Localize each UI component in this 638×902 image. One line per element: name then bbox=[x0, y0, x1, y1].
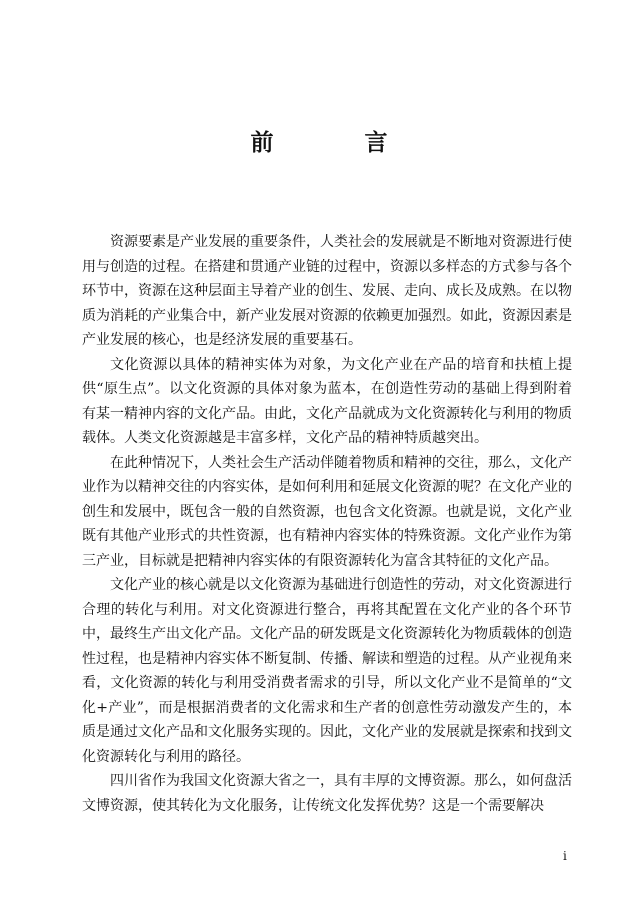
paragraph: 四川省作为我国文化资源大省之一，具有丰厚的文博资源。那么，如何盘活文博资源，使其转化为文化服务，让传统文化发挥优势？这是一个需要解决 bbox=[82, 773, 572, 814]
page-title: 前 言 bbox=[250, 130, 422, 156]
page-number: i bbox=[563, 849, 567, 863]
paragraph: 资源要素是产业发展的重要条件，人类社会的发展就是不断地对资源进行使用与创造的过程。在搭建和贯通产业链的过程中，资源以多样态的方式参与各个环节中，资源在这种层面主导着产业的创生、发展、走向、成长及成熟。在以物质为消耗的产业集合中，新产业发展对资源的依赖更加强烈。如此，资源因素是产业发展的核心，也是经济发展的重要基石。 bbox=[82, 234, 572, 348]
paragraph: 在此种情况下，人类社会生产活动伴随着物质和精神的交往，那么，文化产业作为以精神交往的内容实体，是如何利用和延展文化资源的呢？在文化产业的创生和发展中，既包含一般的自然资源，也包含文化资源。也就是说，文化产业既有其他产业形式的共性资源，也有精神内容实体的特殊资源。文化产业作为第三产业，目标就是把精神内容实体的有限资源转化为富含其特征的文化产品。 bbox=[82, 454, 572, 569]
paragraph: 文化资源以具体的精神实体为对象，为文化产业在产品的培育和扶植上提供“原生点”。以文化资源的具体对象为蓝本，在创造性劳动的基础上得到附着有某一精神内容的文化产品。由此，文化产品就成为文化资源转化与利用的物质载体。人类文化资源越是丰富多样，文化产品的精神特质越突出。 bbox=[82, 356, 572, 446]
body-text bbox=[82, 230, 572, 818]
paragraph: 文化产业的核心就是以文化资源为基础进行创造性的劳动，对文化资源进行合理的转化与利用。对文化资源进行整合，再将其配置在文化产业的各个环节中，最终生产出文化产品。文化产品的研发既是文化资源转化为物质载体的创造性过程，也是精神内容实体不断复制、传播、解读和塑造的过程。从产业视角来看，文化资源的转化与利用受消费者需求的引导，所以文化产业不是简单的“文化+产业”，而是根据消费者的文化需求和生产者的创意性劳动激发产生的，本质是通过文化产品和文化服务实现的。因此，文化产业的发展就是探索和找到文化资源转化与利用的路径。 bbox=[82, 577, 572, 765]
